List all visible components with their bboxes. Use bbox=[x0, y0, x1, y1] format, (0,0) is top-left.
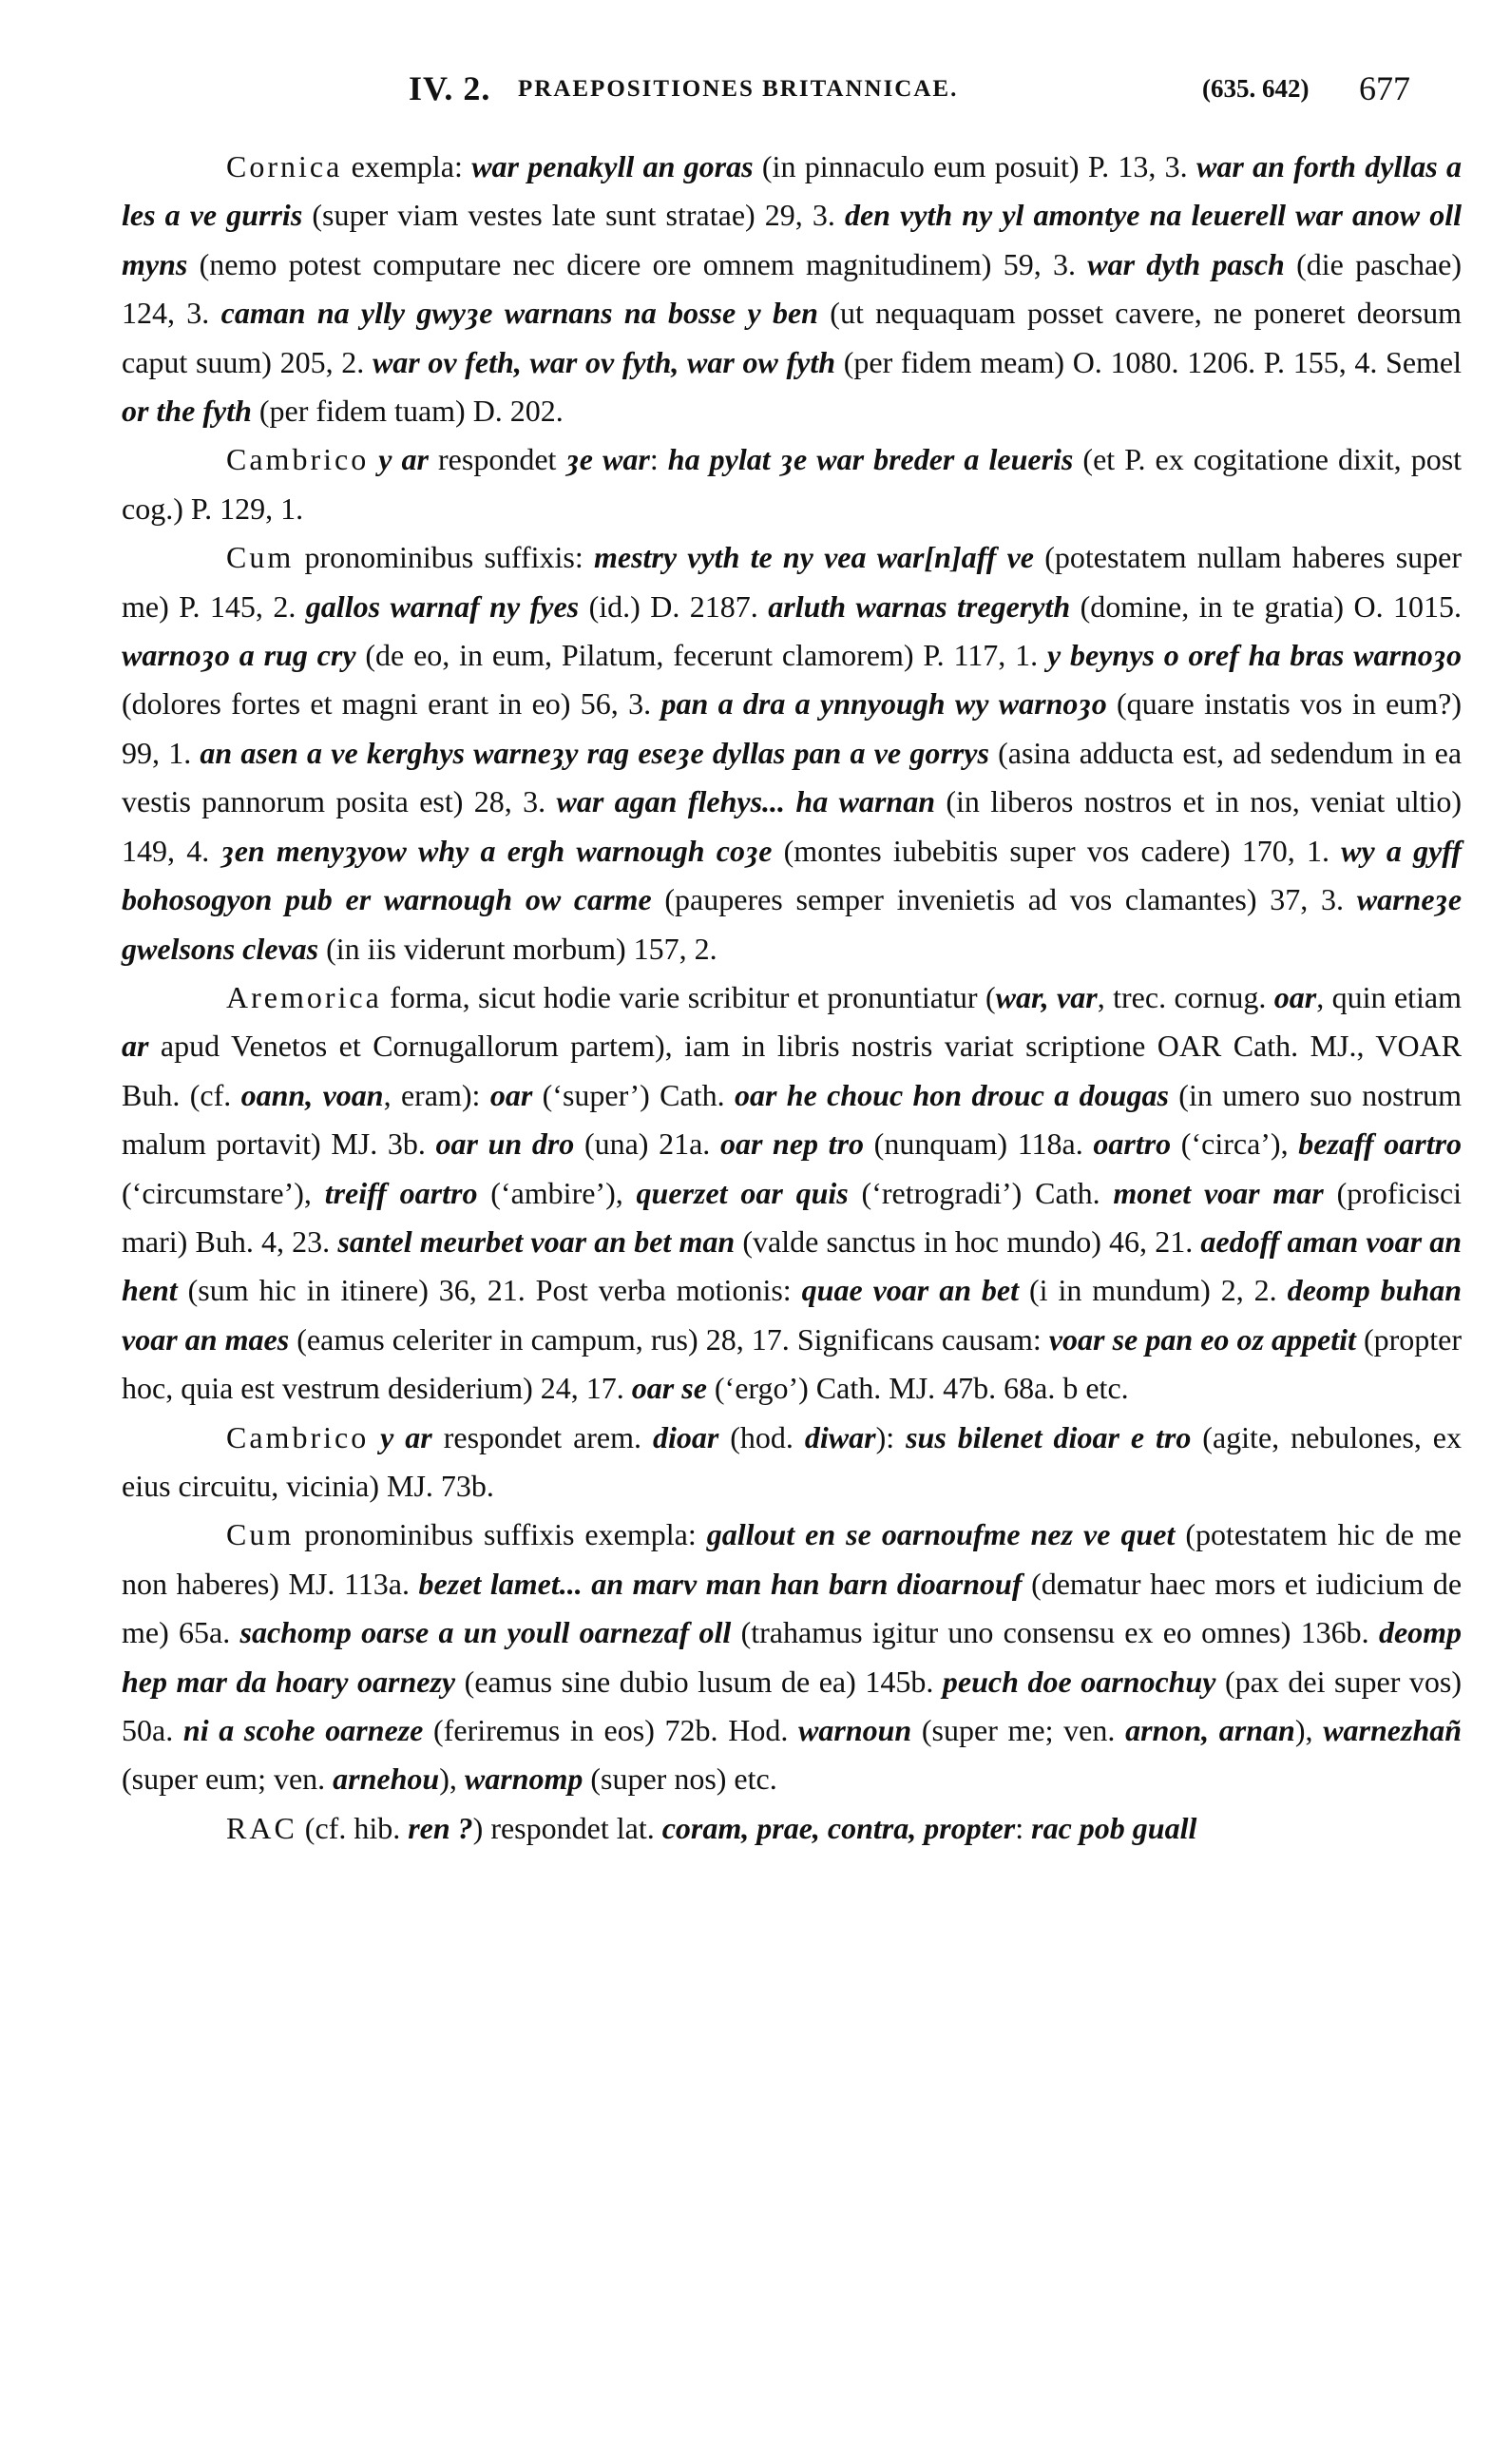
vernacular-example: ha pylat ȝe war breder a leueris bbox=[667, 442, 1074, 477]
vernacular-example: bezet lamet... an marv man han barn dioarnouf bbox=[418, 1566, 1023, 1601]
latin-text bbox=[369, 442, 378, 476]
latin-text: (domine, in te gratia) O. 1015. bbox=[1070, 588, 1463, 624]
latin-text: (sum hic in itinere) 36, 21. Post verba motionis: bbox=[177, 1273, 802, 1308]
latin-text: (‘ambire’), bbox=[477, 1175, 637, 1210]
paragraph bbox=[122, 1804, 1462, 1853]
vernacular-example: war penakyll an goras bbox=[471, 149, 754, 183]
latin-text: (agite, nebulones, ex eius circuitu, vicinia) MJ. 73b. bbox=[122, 1419, 1462, 1503]
latin-text: (‘circa’), bbox=[1171, 1126, 1299, 1162]
paragraph-lead: Cambrico bbox=[226, 1419, 370, 1454]
running-title: PRAEPOSITIONES BRITANNICAE. bbox=[518, 76, 959, 102]
vernacular-example: war dyth pasch bbox=[1087, 246, 1285, 281]
latin-text: (super eum; ven. bbox=[122, 1761, 334, 1797]
vernacular-example: quae voar an bet bbox=[801, 1273, 1020, 1308]
vernacular-example: gallout en se oarnoufme nez ve quet bbox=[706, 1517, 1176, 1552]
vernacular-example: y ar bbox=[378, 442, 429, 477]
vernacular-example: ar bbox=[122, 1029, 149, 1064]
latin-text: (pax dei super vos) 50a. bbox=[122, 1664, 1463, 1747]
vernacular-example: or the fyth bbox=[122, 394, 252, 429]
vernacular-example: oar bbox=[489, 1077, 533, 1112]
latin-text: (in liberos nostros et in nos, veniat ultio) 149, 4. bbox=[122, 784, 1463, 868]
latin-text: (‘super’) Cath. bbox=[532, 1077, 735, 1112]
paragraph-lead: Cornica bbox=[226, 149, 343, 183]
vernacular-example: rac pob guall bbox=[1031, 1810, 1197, 1845]
latin-text: (feriremus in eos) 72b. Hod. bbox=[423, 1713, 799, 1747]
vernacular-example: oar he chouc hon drouc a dougas bbox=[734, 1077, 1169, 1112]
vernacular-example: deomp hep mar da hoary oarnezy bbox=[122, 1615, 1463, 1699]
vernacular-example: warneȝe gwelsons clevas bbox=[122, 882, 1463, 966]
latin-text: pronominibus suffixis: bbox=[294, 540, 594, 575]
vernacular-example: bezaff oartro bbox=[1298, 1126, 1463, 1162]
vernacular-example: arnehou bbox=[333, 1761, 440, 1797]
vernacular-example: treiff oartro bbox=[324, 1175, 478, 1210]
paragraph-lead: Aremorica bbox=[226, 979, 382, 1014]
paragraph-lead: Cum bbox=[226, 540, 295, 575]
latin-text: (super me; ven. bbox=[911, 1713, 1126, 1747]
paragraph bbox=[122, 1414, 1462, 1511]
latin-text: (‘ergo’) Cath. MJ. 47b. 68a. b etc. bbox=[706, 1371, 1129, 1406]
page-number: 677 bbox=[1359, 69, 1410, 107]
vernacular-example: war an forth dyllas a les a ve gurris bbox=[122, 149, 1463, 233]
latin-text: (nemo potest computare nec dicere ore omnem magnitudinem) 59, 3. bbox=[187, 246, 1088, 281]
latin-text: (‘retrogradi’) Cath. bbox=[848, 1175, 1114, 1210]
latin-text: (in pinnaculo eum posuit) P. 13, 3. bbox=[753, 149, 1196, 183]
latin-text: (in umero suo nostrum malum portavit) MJ. 3b. bbox=[122, 1077, 1463, 1162]
vernacular-example: arluth warnas tregeryth bbox=[768, 588, 1071, 624]
latin-text: ) respondet lat. bbox=[472, 1810, 662, 1845]
latin-text: , quin etiam bbox=[1316, 979, 1463, 1014]
vernacular-example: aedoff aman voar an hent bbox=[122, 1223, 1463, 1308]
latin-text: (quare instatis vos in eum?) 99, 1. bbox=[122, 686, 1463, 770]
paragraph-lead: Cambrico bbox=[226, 442, 370, 477]
latin-text: respondet arem. bbox=[431, 1419, 653, 1454]
latin-text: (dolores fortes et magni erant in eo) 56, 3. bbox=[122, 686, 661, 722]
vernacular-example: querzet oar quis bbox=[636, 1175, 849, 1210]
vernacular-example: arnon, arnan bbox=[1125, 1713, 1295, 1747]
running-head bbox=[0, 59, 1511, 116]
latin-text: (per fidem tuam) D. 202. bbox=[251, 394, 564, 429]
latin-text: (de eo, in eum, Pilatum, fecerunt clamorem) P. 117, 1. bbox=[355, 638, 1047, 673]
latin-text: (et P. ex cogitatione dixit, post cog.) P. 129, 1. bbox=[122, 442, 1463, 526]
vernacular-example: monet voar mar bbox=[1113, 1175, 1324, 1210]
latin-text: (potestatem hic de me non haberes) MJ. 113a. bbox=[122, 1517, 1463, 1601]
latin-text: (in iis viderunt morbum) 157, 2. bbox=[318, 931, 717, 966]
body-text bbox=[122, 143, 1462, 1853]
vernacular-example: oartro bbox=[1093, 1126, 1172, 1162]
vernacular-example: voar se pan eo oz appetit bbox=[1048, 1321, 1356, 1357]
paragraph bbox=[122, 143, 1462, 435]
latin-text bbox=[369, 1420, 380, 1454]
latin-text: exempla: bbox=[342, 149, 472, 183]
latin-text: ), bbox=[439, 1761, 465, 1797]
latin-text: (per fidem meam) O. 1080. 1206. P. 155, 4. Semel bbox=[835, 344, 1463, 379]
latin-text: , eram): bbox=[383, 1077, 490, 1112]
latin-text: (super viam vestes late sunt stratae) 29, 3. bbox=[302, 198, 845, 233]
page-reference: (635. 642) bbox=[1202, 74, 1310, 103]
vernacular-example: war, var bbox=[995, 979, 1098, 1014]
vernacular-example: oar nep tro bbox=[719, 1126, 865, 1162]
latin-text: (montes iubebitis super vos cadere) 170, 1. bbox=[772, 833, 1342, 868]
vernacular-example: y beynys o oref ha bras warnoȝo bbox=[1046, 638, 1463, 673]
latin-text: apud Venetos et Cornugallorum partem), iam in libris nostris variat scriptione OAR Cath. MJ., VOAR Buh. (cf. bbox=[122, 1029, 1462, 1112]
vernacular-example: deomp buhan voar an maes bbox=[122, 1273, 1463, 1357]
latin-text: forma, sicut hodie varie scribitur et pronuntiatur ( bbox=[381, 979, 996, 1014]
latin-text: : bbox=[649, 442, 668, 477]
vernacular-example: oar un dro bbox=[435, 1126, 575, 1162]
latin-text: ): bbox=[875, 1419, 907, 1454]
paragraph bbox=[122, 435, 1462, 533]
paragraph-lead: Cum bbox=[226, 1517, 295, 1552]
latin-text: (eamus celeriter in campum, rus) 28, 17. Significans causam: bbox=[289, 1321, 1049, 1357]
latin-text: (proficisci mari) Buh. 4, 23. bbox=[122, 1175, 1463, 1259]
latin-text: (i in mundum) 2, 2. bbox=[1019, 1273, 1288, 1308]
paragraph bbox=[122, 1511, 1462, 1803]
vernacular-example: peuch doe oarnochuy bbox=[942, 1664, 1216, 1699]
vernacular-example: coram, prae, contra, propter bbox=[661, 1810, 1016, 1845]
vernacular-example: santel meurbet voar an bet man bbox=[337, 1223, 736, 1259]
latin-text: (id.) D. 2187. bbox=[579, 588, 769, 624]
vernacular-example: diwar bbox=[804, 1419, 876, 1454]
vernacular-example: oar bbox=[1273, 979, 1317, 1014]
vernacular-example: warnezhañ bbox=[1323, 1713, 1463, 1747]
vernacular-example: warnomp bbox=[464, 1761, 583, 1797]
vernacular-example: y ar bbox=[380, 1419, 432, 1454]
section-number: IV. 2. bbox=[409, 69, 491, 107]
latin-text: (potestatem nullam haberes super me) P. 145, 2. bbox=[122, 540, 1463, 624]
vernacular-example: gallos warnaf ny fyes bbox=[305, 588, 580, 624]
latin-text: (cf. hib. bbox=[296, 1810, 409, 1845]
latin-text: (super nos) etc. bbox=[583, 1761, 777, 1797]
latin-text: : bbox=[1015, 1810, 1032, 1845]
latin-text: (dematur haec mors et iudicium de me) 65a. bbox=[122, 1566, 1463, 1650]
vernacular-example: sachomp oarse a un youll oarnezaf oll bbox=[239, 1615, 732, 1650]
latin-text: (‘circumstare’), bbox=[122, 1175, 325, 1210]
vernacular-example: ni a scohe oarneze bbox=[182, 1713, 424, 1747]
vernacular-example: warnoun bbox=[798, 1713, 912, 1747]
latin-text: (ut nequaquam posset cavere, ne poneret deorsum caput suum) 205, 2. bbox=[122, 296, 1463, 379]
vernacular-example: sus bilenet dioar e tro bbox=[906, 1419, 1192, 1454]
latin-text: , trec. cornug. bbox=[1097, 979, 1274, 1014]
vernacular-example: wy a gyff bohosogyon pub er warnough ow carme bbox=[122, 833, 1463, 917]
latin-text: ), bbox=[1294, 1713, 1324, 1747]
vernacular-example: ȝe war bbox=[565, 442, 650, 477]
latin-text: pronominibus suffixis exempla: bbox=[294, 1517, 707, 1552]
latin-text: respondet bbox=[428, 442, 566, 477]
vernacular-example: an asen a ve kerghys warneȝy rag eseȝe dyllas pan a ve gorrys bbox=[200, 735, 989, 770]
vernacular-example: dioar bbox=[652, 1419, 719, 1454]
latin-text: (valde sanctus in hoc mundo) 46, 21. bbox=[735, 1223, 1201, 1259]
vernacular-example: den vyth ny yl amontye na leuerell war anow oll myns bbox=[122, 198, 1463, 281]
vernacular-example: war ov feth, war ov fyth, war ow fyth bbox=[372, 344, 836, 379]
latin-text: (pauperes semper invenietis ad vos clamantes) 37, 3. bbox=[651, 882, 1357, 917]
latin-text: (eamus sine dubio lusum de ea) 145b. bbox=[455, 1664, 943, 1699]
vernacular-example: oann, voan bbox=[240, 1077, 384, 1112]
vernacular-example: caman na ylly gwyȝe warnans na bosse y ben bbox=[220, 296, 818, 331]
latin-text: (propter hoc, quia est vestrum desiderium) 24, 17. bbox=[122, 1321, 1463, 1406]
vernacular-example: warnoȝo a rug cry bbox=[122, 638, 356, 673]
latin-text: (die paschae) 124, 3. bbox=[122, 246, 1463, 331]
vernacular-example: ren ? bbox=[408, 1810, 473, 1845]
latin-text: (una) 21a. bbox=[574, 1126, 720, 1162]
latin-text: (asina adducta est, ad sedendum in ea vestis pannorum posita est) 28, 3. bbox=[122, 735, 1463, 819]
latin-text: (trahamus igitur uno consensu ex eo omnes) 136b. bbox=[731, 1615, 1379, 1650]
vernacular-example: pan a dra a ynnyough wy warnoȝo bbox=[660, 686, 1107, 722]
paragraph bbox=[122, 973, 1462, 1414]
vernacular-example: mestry vyth te ny vea war[n]aff ve bbox=[593, 540, 1034, 575]
vernacular-example: oar se bbox=[631, 1371, 707, 1406]
vernacular-example: war agan flehys... ha warnan bbox=[556, 784, 935, 819]
latin-text: (nunquam) 118a. bbox=[864, 1126, 1094, 1162]
paragraph bbox=[122, 533, 1462, 973]
vernacular-example: ȝen menyȝyow why a ergh warnough coȝe bbox=[220, 833, 773, 868]
paragraph-lead: RAC bbox=[226, 1810, 297, 1845]
latin-text: (hod. bbox=[718, 1419, 805, 1454]
